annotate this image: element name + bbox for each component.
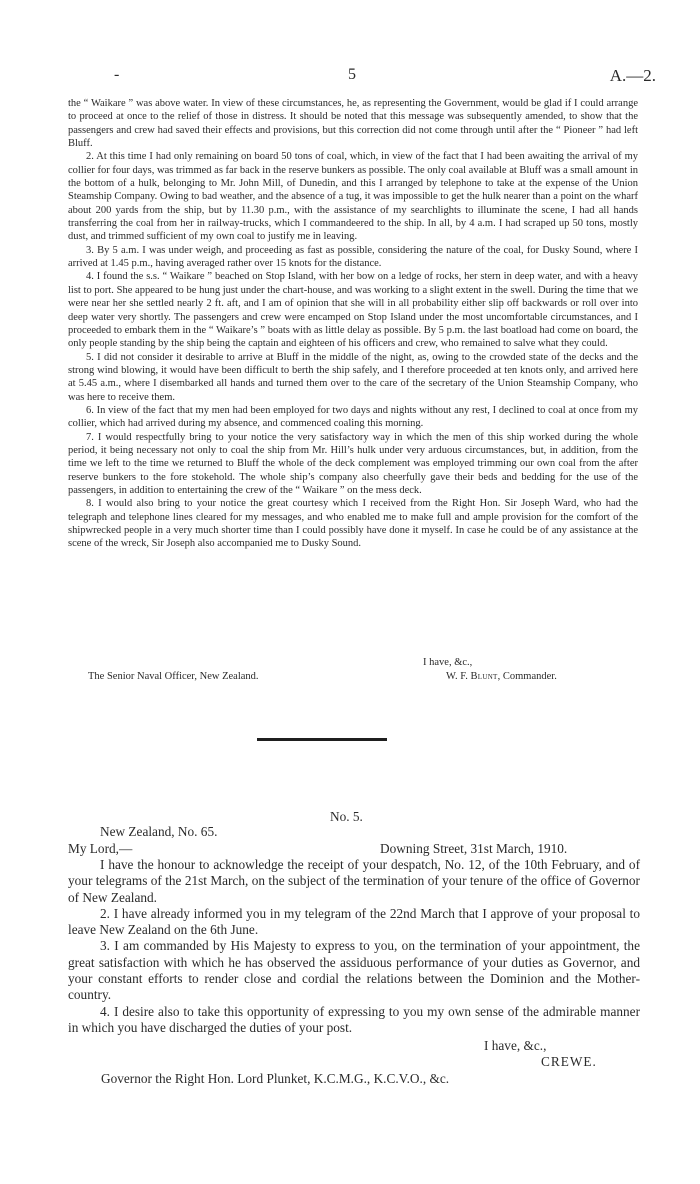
- letter-4-paragraph: 7. I would respectfully bring to your notice the very satisfactory way in which the men of this ship worked during the whole period, it being necessary not only to coal the ship from Mr. Hill’s hulk under very arduous circumstances, but, in addition, from the time we left to the time we returned to Bluff the whole of the deck complement was employed trimming our own coal from the after reserve bunkers to the fore stokehold. The whole ship’s company also cheerfully gave their beds and bedding for the use of the passengers, in addition to entertaining the crew of the “ Waikare ” on the mess deck.: [68, 431, 638, 496]
- letter-5-paragraph: 4. I desire also to take this opportunity of expressing to you my own sense of the admirable manner in which you have discharged the duties of your post.: [68, 1003, 640, 1035]
- signer-surname: Blunt: [470, 671, 498, 682]
- letter-4-paragraph: 6. In view of the fact that my men had been employed for two days and nights without any rest, I declined to coal at once from my collier, which had arrived during my absence, and commenced coaling this morning.: [68, 404, 638, 430]
- signer-rank: , Commander.: [497, 671, 557, 682]
- letter-5-dateline: Downing Street, 31st March, 1910.: [380, 841, 568, 856]
- letter-4-paragraph: 3. By 5 a.m. I was under weigh, and proceeding as fast as possible, considering the nature of the coal, for Dusky Sound, where I arrived at 1.45 p.m., having averaged rather over 15 knots for the distance.: [68, 244, 638, 270]
- letter-5-number: No. 5.: [330, 809, 363, 824]
- page-header: [0, 66, 700, 88]
- letter-5-closing: I have, &c.,: [484, 1038, 547, 1053]
- letter-5-salutation: My Lord,—: [68, 841, 133, 856]
- letter-4-signature: [446, 671, 557, 682]
- page-number: 5: [348, 66, 356, 83]
- letter-4-addressee: The Senior Naval Officer, New Zealand.: [88, 671, 259, 682]
- letter-4-body: [68, 97, 638, 551]
- letter-4-closing: I have, &c.,: [423, 657, 473, 668]
- document-reference: A.—2.: [609, 66, 656, 85]
- letter-5-paragraph: I have the honour to acknowledge the receipt of your despatch, No. 12, of the 10th February, and of your telegrams of the 21st March, on the subject of the termination of your tenure of the office of Governor of New Zealand.: [68, 857, 640, 905]
- letter-4-paragraph: 5. I did not consider it desirable to arrive at Bluff in the middle of the night, as, owing to the crowded state of the decks and the strong wind blowing, it would have been difficult to berth the ship safely, and I therefore proceeded at ten knots only, and arrived here at 5.45 a.m., where I disembarked all hands and turned them over to the care of the secretary of the Union Steamship Company, who was here to receive them.: [68, 351, 638, 403]
- letter-5-body: [68, 857, 640, 1036]
- letter-5-paragraph: 3. I am commanded by His Majesty to express to you, on the termination of your appointment, the great satisfaction with which he has observed the assiduous performance of your duties as Governor, and your constant efforts to render close and cordial the relations between the Dominion and the Mother-country.: [68, 938, 640, 1003]
- letter-4-paragraph: 2. At this time I had only remaining on board 50 tons of coal, which, in view of the fact that I had been awaiting the arrival of my collier for four days, was trimmed as far back in the reserve bunkers as possible. The only coal available at Bluff was a small amount in the bottom of a hulk, belonging to Mr. John Mill, of Dunedin, and this I arranged by telephone to take at the expense of the Union Steamship Company. Owing to bad weather, and the absence of a tug, it was impossible to get the hulk nearer than a point on the wharf about 200 yards from the ship, but by 11.30 p.m., with the assistance of my searchlights to illuminate the scene, I had all hands transferring the coal from her in railway-trucks, which I commandeered to the ship. In all, by 4 a.m. I had scraped up 50 tons, mostly dust, and trimmed sufficient of my own coal to justify me in leaving.: [68, 151, 638, 243]
- letter-4-paragraph: 8. I would also bring to your notice the great courtesy which I received from the Right Hon. Sir Joseph Ward, who had the telegraph and telephone lines cleared for my messages, and who enabled me to make full and ample provision for the comfort of the shipwrecked people in a very much shorter time than I could possibly have done it myself. In case he could be of any assistance at the scene of the wreck, Sir Joseph also accompanied me to Dusky Sound.: [68, 498, 638, 550]
- letter-4-paragraph: the “ Waikare ” was above water. In view of these circumstances, he, as representing the Government, would be glad if I could arrange to proceed at once to the relief of those in distress. It should be noted that this message was subsequently amended, to show that the passengers and crew had saved their effects and provisions, but this correction did not come through until after the “ Pioneer ” had left Bluff.: [68, 98, 638, 150]
- section-divider: [257, 738, 387, 741]
- letter-5-signer: CREWE.: [541, 1054, 597, 1069]
- letter-5-despatch-ref: New Zealand, No. 65.: [100, 824, 218, 839]
- signer-initials: W. F.: [446, 671, 468, 682]
- letter-5-addressee: Governor the Right Hon. Lord Plunket, K.C.M.G., K.C.V.O., &c.: [101, 1071, 450, 1086]
- letter-5-paragraph: 2. I have already informed you in my telegram of the 22nd March that I approve of your proposal to leave New Zealand on the 6th June.: [68, 905, 640, 938]
- header-mark: -: [114, 66, 120, 83]
- letter-4-paragraph: 4. I found the s.s. “ Waikare ” beached on Stop Island, with her bow on a ledge of rocks, her stern in deep water, and with a heavy list to port. She appeared to be hung just under the chart-house, and was working to a slight extent in the swell. During the time that we were near her she settled nearly 2 ft. aft, and I am of opinion that she will in all probability either slip off backwards or roll over into deep water very shortly. The passengers and crew were encamped on Stop Island under the most uncomfortable circumstances, and I proceeded to embark them in the “ Waikare’s ” boats with as little delay as possible. By 5 p.m. the last boatload had come on board, the only people standing by the ship being the captain and eighteen of his officers and crew, who remained to salve what they could.: [68, 271, 638, 350]
